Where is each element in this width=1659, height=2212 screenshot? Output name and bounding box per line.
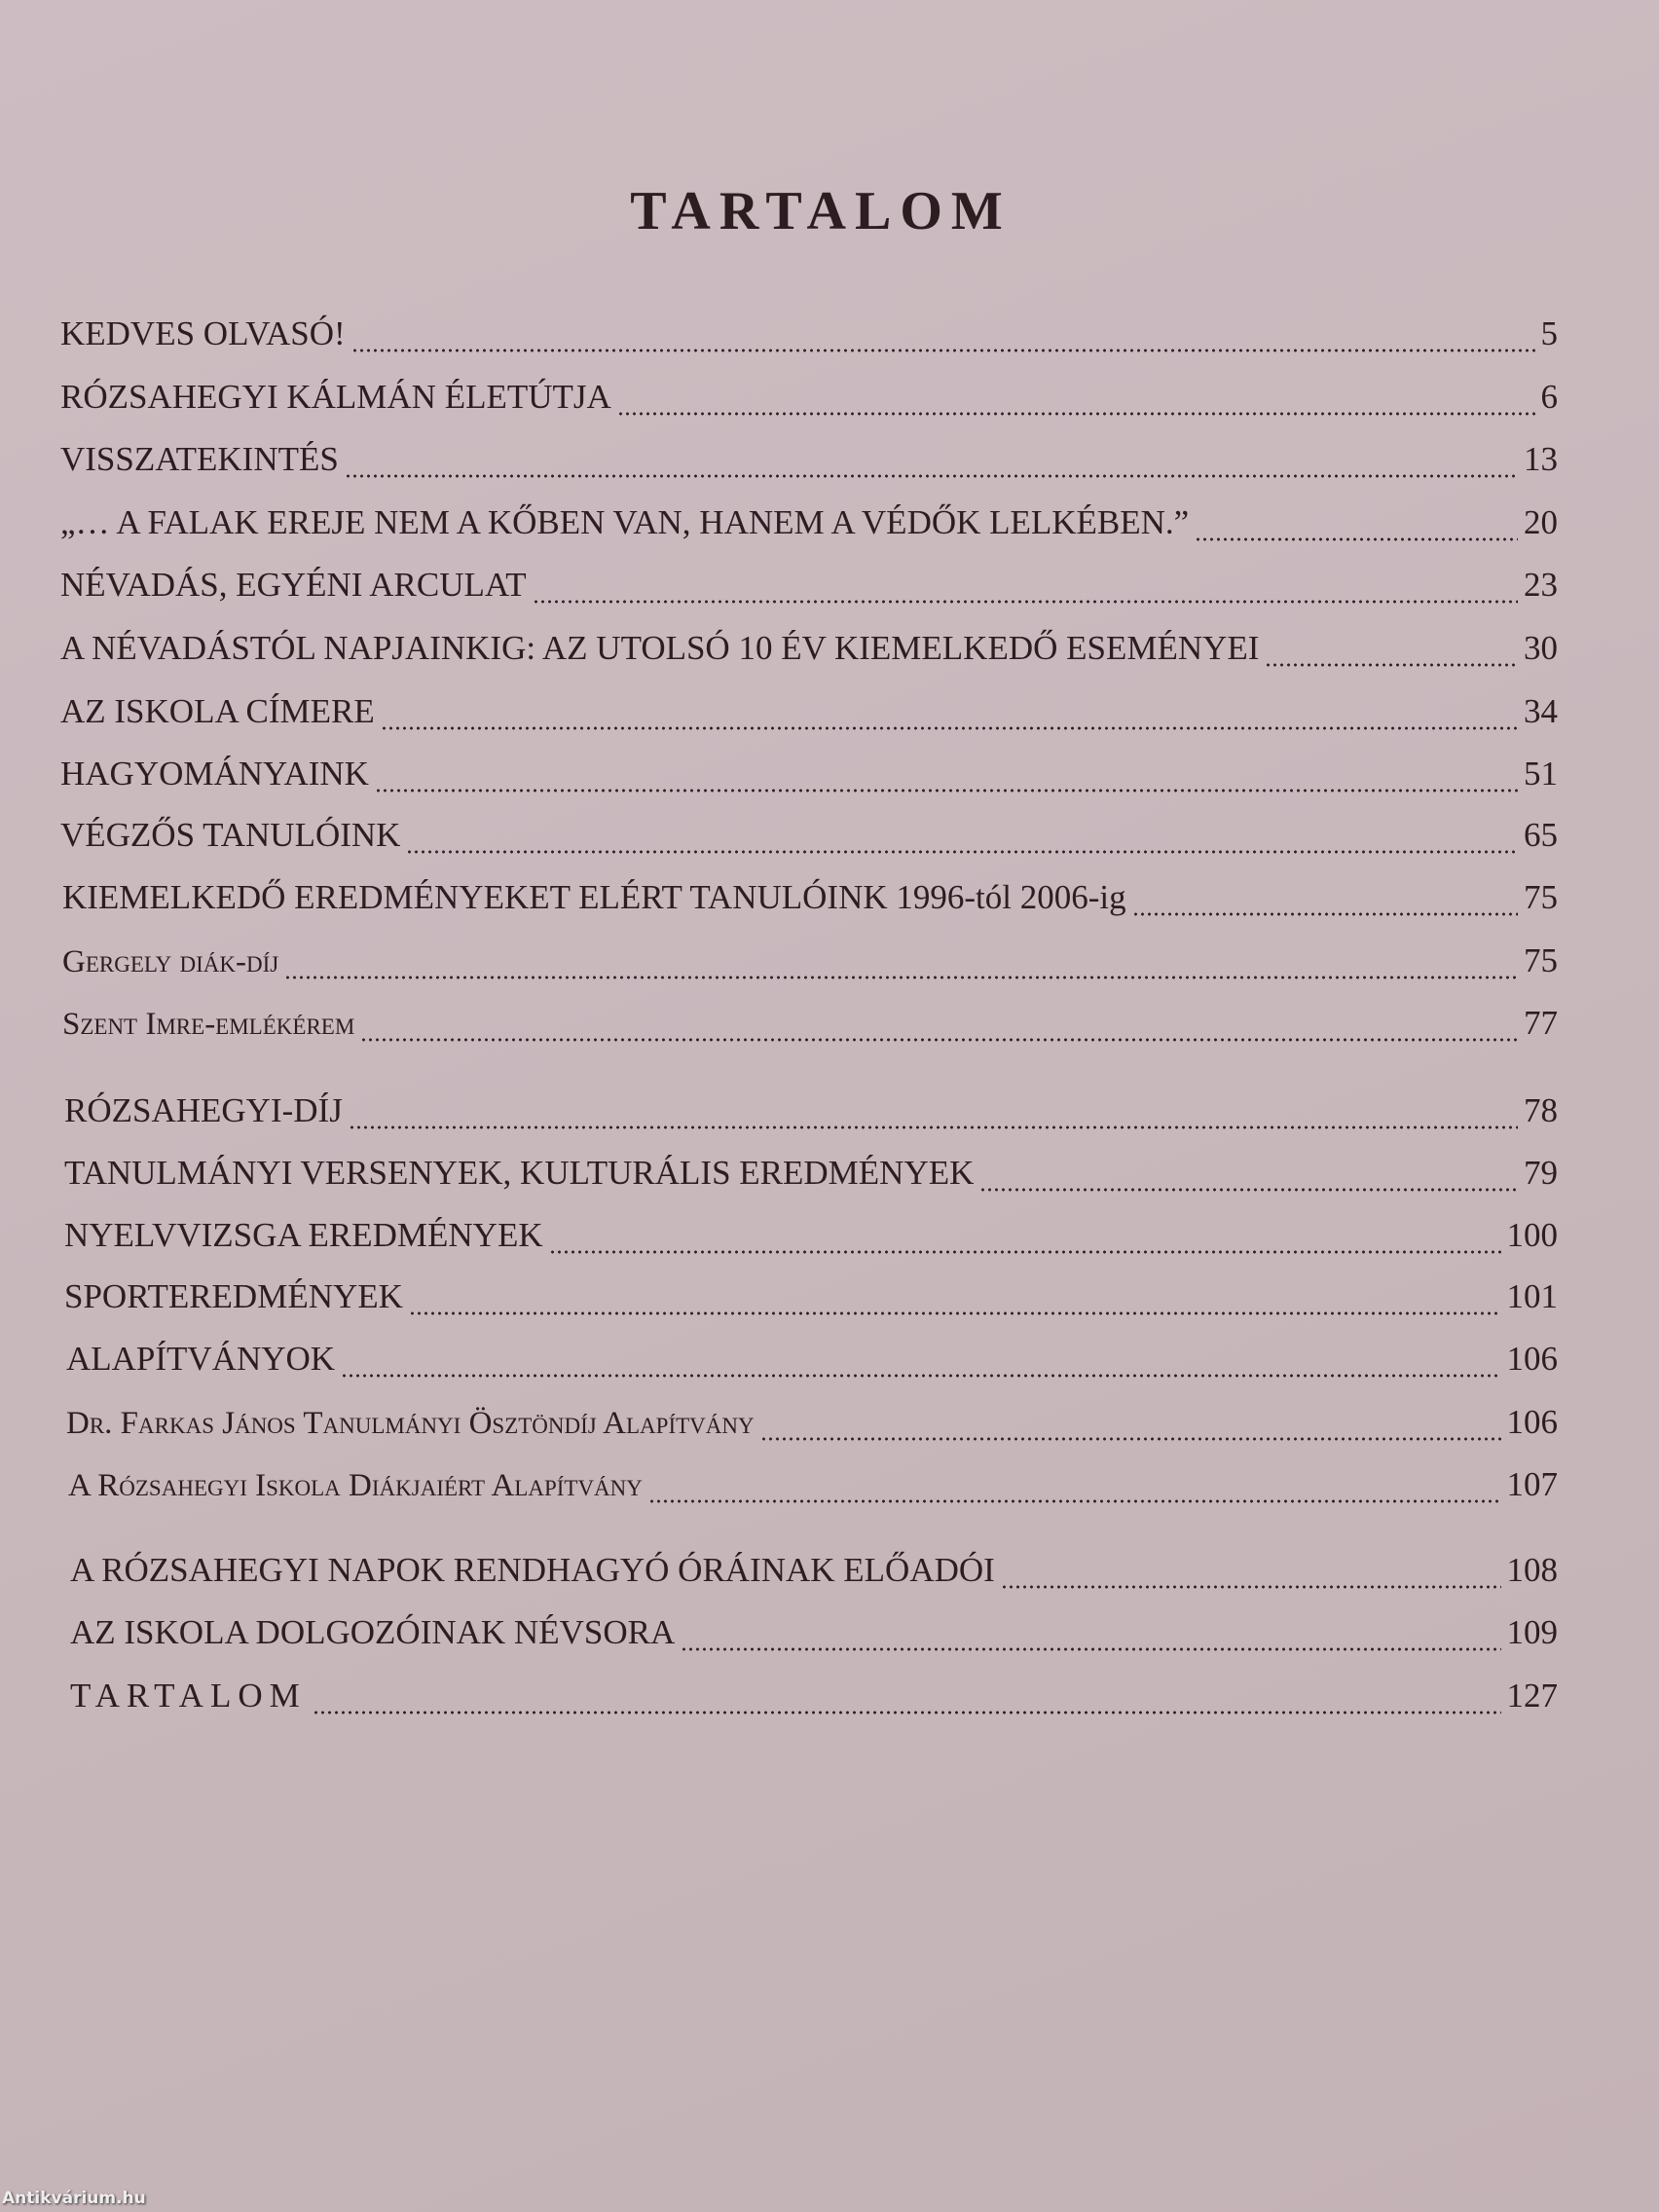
toc-entry-page: 106: [1506, 1340, 1558, 1378]
toc-entry-label: VÉGZŐS TANULÓINK: [60, 816, 401, 854]
toc-entry-page: 108: [1506, 1551, 1558, 1589]
toc-entry-label: TANULMÁNYI VERSENYEK, KULTURÁLIS EREDMÉNYEK: [64, 1154, 975, 1192]
toc-entry: [60, 816, 1558, 865]
toc-entry: [70, 1677, 1558, 1725]
dot-leader: [409, 1311, 1501, 1315]
toc-entry-label: A RÓZSAHEGYI NAPOK RENDHAGYÓ ÓRÁINAK ELŐADÓI: [70, 1551, 995, 1589]
dot-leader: [533, 600, 1518, 604]
toc-entry-label: VISSZATEKINTÉS: [60, 440, 339, 478]
dot-leader: [549, 1250, 1501, 1254]
toc-entry-label: „… A FALAK EREJE NEM A KŐBEN VAN, HANEM A VÉDŐK LELKÉBEN.”: [60, 503, 1190, 541]
toc-entry-page: 34: [1524, 692, 1558, 730]
toc-entry-label: Szent Imre-emlékérem: [62, 1007, 355, 1042]
toc-entry-page: 75: [1524, 941, 1558, 979]
toc-entry-page: 107: [1506, 1465, 1558, 1503]
dot-leader: [345, 474, 1518, 478]
dot-leader: [406, 850, 1518, 854]
dot-leader: [360, 1038, 1518, 1042]
toc-entry-label: KEDVES OLVASÓ!: [60, 314, 346, 352]
toc-entry: [66, 1340, 1558, 1388]
toc-entry-label: HAGYOMÁNYAINK: [60, 755, 369, 793]
dot-leader: [341, 1374, 1500, 1378]
dot-leader: [1265, 663, 1518, 667]
toc-entry-label: A NÉVADÁSTÓL NAPJAINKIG: AZ UTOLSÓ 10 ÉV KIEMELKEDŐ ESEMÉNYEI: [60, 629, 1260, 667]
toc-entry: [60, 440, 1558, 489]
toc-entry-label: AZ ISKOLA DOLGOZÓINAK NÉVSORA: [70, 1613, 676, 1651]
page-title: TARTALOM: [630, 181, 1012, 241]
toc-entry: [60, 629, 1558, 678]
toc-entry-page: 79: [1524, 1154, 1558, 1192]
toc-entry-page: 13: [1524, 440, 1558, 478]
toc-entry: [64, 1091, 1558, 1140]
toc-entry-label: NYELVVIZSGA EREDMÉNYEK: [64, 1216, 543, 1254]
dot-leader: [681, 1647, 1500, 1651]
toc-entry: [60, 503, 1558, 552]
toc-entry: [64, 1154, 1558, 1202]
toc-entry-page: 75: [1524, 878, 1558, 916]
dot-leader: [648, 1499, 1501, 1503]
toc-entry-page: 65: [1524, 816, 1558, 854]
toc-entry-page: 23: [1524, 566, 1558, 604]
toc-entry-label: A Rózsahegyi Iskola Diákjaiért Alapítvány: [68, 1468, 643, 1503]
toc-entry: [60, 755, 1558, 803]
toc-entry-label: TARTALOM: [70, 1677, 307, 1714]
toc-entry-page: 101: [1506, 1277, 1558, 1315]
dot-leader: [349, 1125, 1518, 1129]
toc-entry-label: KIEMELKEDŐ EREDMÉNYEKET ELÉRT TANULÓINK 1996-tól 2006-ig: [62, 878, 1126, 916]
dot-leader: [284, 976, 1518, 979]
toc-entry: [66, 1403, 1558, 1452]
dot-leader: [1001, 1585, 1501, 1589]
toc-entry: [60, 314, 1558, 363]
toc-entry: [62, 941, 1558, 990]
toc-entry-label: RÓZSAHEGYI KÁLMÁN ÉLETÚTJA: [60, 378, 611, 416]
toc-entry-page: 30: [1524, 629, 1558, 667]
dot-leader: [1132, 912, 1518, 916]
toc-entry: [62, 1004, 1558, 1052]
toc-entry: [68, 1465, 1558, 1514]
toc-entry-label: Dr. Farkas János Tanulmányi Ösztöndíj Alapítvány: [66, 1406, 755, 1441]
toc-entry: [60, 566, 1558, 614]
watermark: Antikvárium.hu: [2, 2189, 146, 2208]
toc-entry-page: 109: [1506, 1613, 1558, 1651]
dot-leader: [381, 726, 1518, 730]
toc-entry-page: 78: [1524, 1091, 1558, 1129]
toc-entry-page: 100: [1506, 1216, 1558, 1254]
dot-leader: [1195, 537, 1518, 541]
dot-leader: [979, 1188, 1518, 1192]
toc-entry-label: SPORTEREDMÉNYEK: [64, 1277, 403, 1315]
toc-entry: [70, 1551, 1558, 1600]
toc-entry: [60, 692, 1558, 741]
dot-leader: [375, 789, 1518, 793]
toc-entry: [70, 1613, 1558, 1662]
dot-leader: [313, 1711, 1501, 1714]
toc-entry-label: ALAPÍTVÁNYOK: [66, 1340, 336, 1378]
dot-leader: [617, 412, 1535, 416]
toc-entry-page: 6: [1540, 378, 1558, 416]
toc-entry: [64, 1277, 1558, 1326]
toc-entry-label: Gergely diák-díj: [62, 944, 279, 979]
toc-entry: [64, 1216, 1558, 1265]
toc-entry-label: RÓZSAHEGYI-DÍJ: [64, 1091, 343, 1129]
toc-entry-label: NÉVADÁS, EGYÉNI ARCULAT: [60, 566, 527, 604]
toc-entry-page: 127: [1506, 1677, 1558, 1714]
toc-entry-label: AZ ISKOLA CÍMERE: [60, 692, 375, 730]
toc-entry-page: 20: [1524, 503, 1558, 541]
toc-entry-page: 51: [1524, 755, 1558, 793]
dot-leader: [351, 349, 1535, 352]
toc-entry-page: 106: [1506, 1403, 1558, 1441]
dot-leader: [760, 1437, 1501, 1441]
toc-entry: [62, 878, 1558, 927]
toc-entry: [60, 378, 1558, 426]
toc-entry-page: 77: [1524, 1004, 1558, 1042]
toc-entry-page: 5: [1540, 314, 1558, 352]
